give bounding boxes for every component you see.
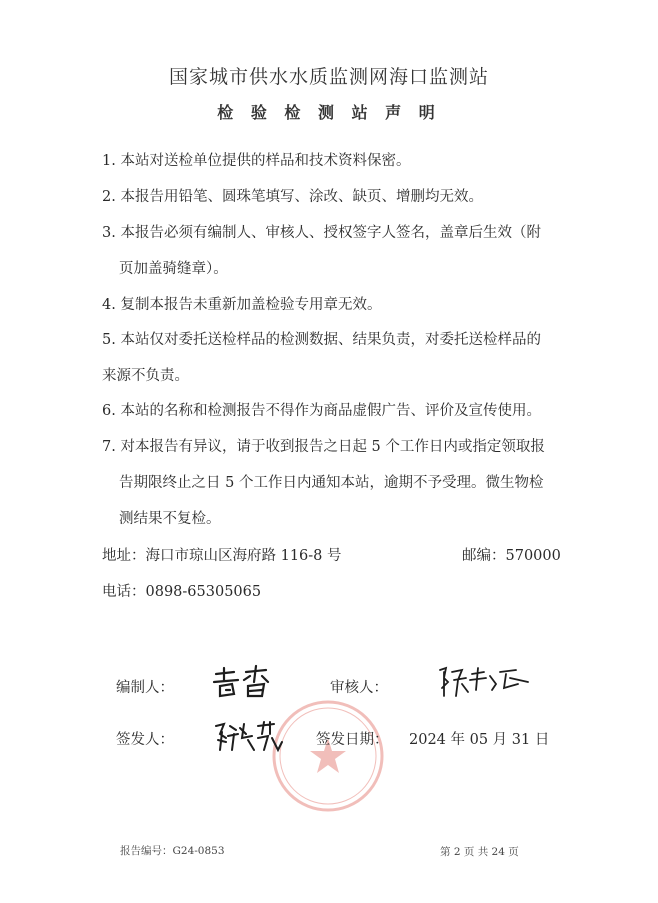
issue-date: 2024 年 05 月 31 日 — [409, 732, 550, 748]
statement-5-continued — [102, 358, 554, 394]
official-seal — [270, 698, 386, 814]
statement-text: 7. 对本报告有异议，请于收到报告之日起 5 个工作日内或指定领取报 — [102, 439, 545, 455]
statement-text: 5. 本站仅对委托送检样品的检测数据、结果负责，对委托送检样品的 — [102, 332, 541, 348]
statement-4 — [102, 287, 554, 323]
statement-text: 1. 本站对送检单位提供的样品和技术资料保密。 — [102, 153, 411, 169]
statement-5 — [102, 322, 554, 358]
reviewer-label: 审核人： — [330, 680, 388, 696]
issue-date-label: 签发日期： — [316, 732, 389, 748]
compiler-signature — [210, 664, 274, 700]
statement-text-continued: 测结果不复检。 — [119, 511, 221, 527]
issuer-signature — [212, 720, 286, 754]
statement-text: 4. 复制本报告未重新加盖检验专用章无效。 — [102, 297, 382, 313]
org-title: 国家城市供水水质监测网海口监测站 — [168, 66, 489, 88]
page-info: 第 2 页 共 24 页 — [440, 846, 519, 858]
issuer-label: 签发人： — [116, 732, 174, 748]
statement-text-continued: 页加盖骑缝章）。 — [119, 261, 228, 277]
statement-1 — [102, 143, 554, 179]
statement-text: 3. 本报告必须有编制人、审核人、授权签字人签名，盖章后生效（附 — [102, 225, 541, 241]
statement-text-continued: 来源不负责。 — [102, 368, 189, 384]
report-number: 报告编号：G24-0853 — [120, 845, 225, 857]
compiler-label: 编制人： — [116, 680, 174, 696]
phone: 电话：0898-65305065 — [102, 584, 262, 600]
statement-2 — [102, 179, 554, 215]
statement-text: 6. 本站的名称和检测报告不得作为商品虚假广告、评价及宣传使用。 — [102, 403, 541, 419]
statement-text: 2. 本报告用铅笔、圆珠笔填写、涂改、缺页、增删均无效。 — [102, 189, 483, 205]
reviewer-signature — [436, 666, 534, 700]
address: 地址：海口市琼山区海府路 116-8 号 — [102, 548, 342, 564]
statement-text-continued: 告期限终止之日 5 个工作日内通知本站，逾期不予受理。微生物检 — [119, 475, 544, 491]
statement-7 — [102, 429, 554, 465]
statement-heading: 检 验 检 测 站 声 明 — [217, 103, 441, 122]
postcode: 邮编：570000 — [462, 548, 561, 564]
statement-3 — [102, 215, 554, 251]
statement-6 — [102, 393, 554, 429]
